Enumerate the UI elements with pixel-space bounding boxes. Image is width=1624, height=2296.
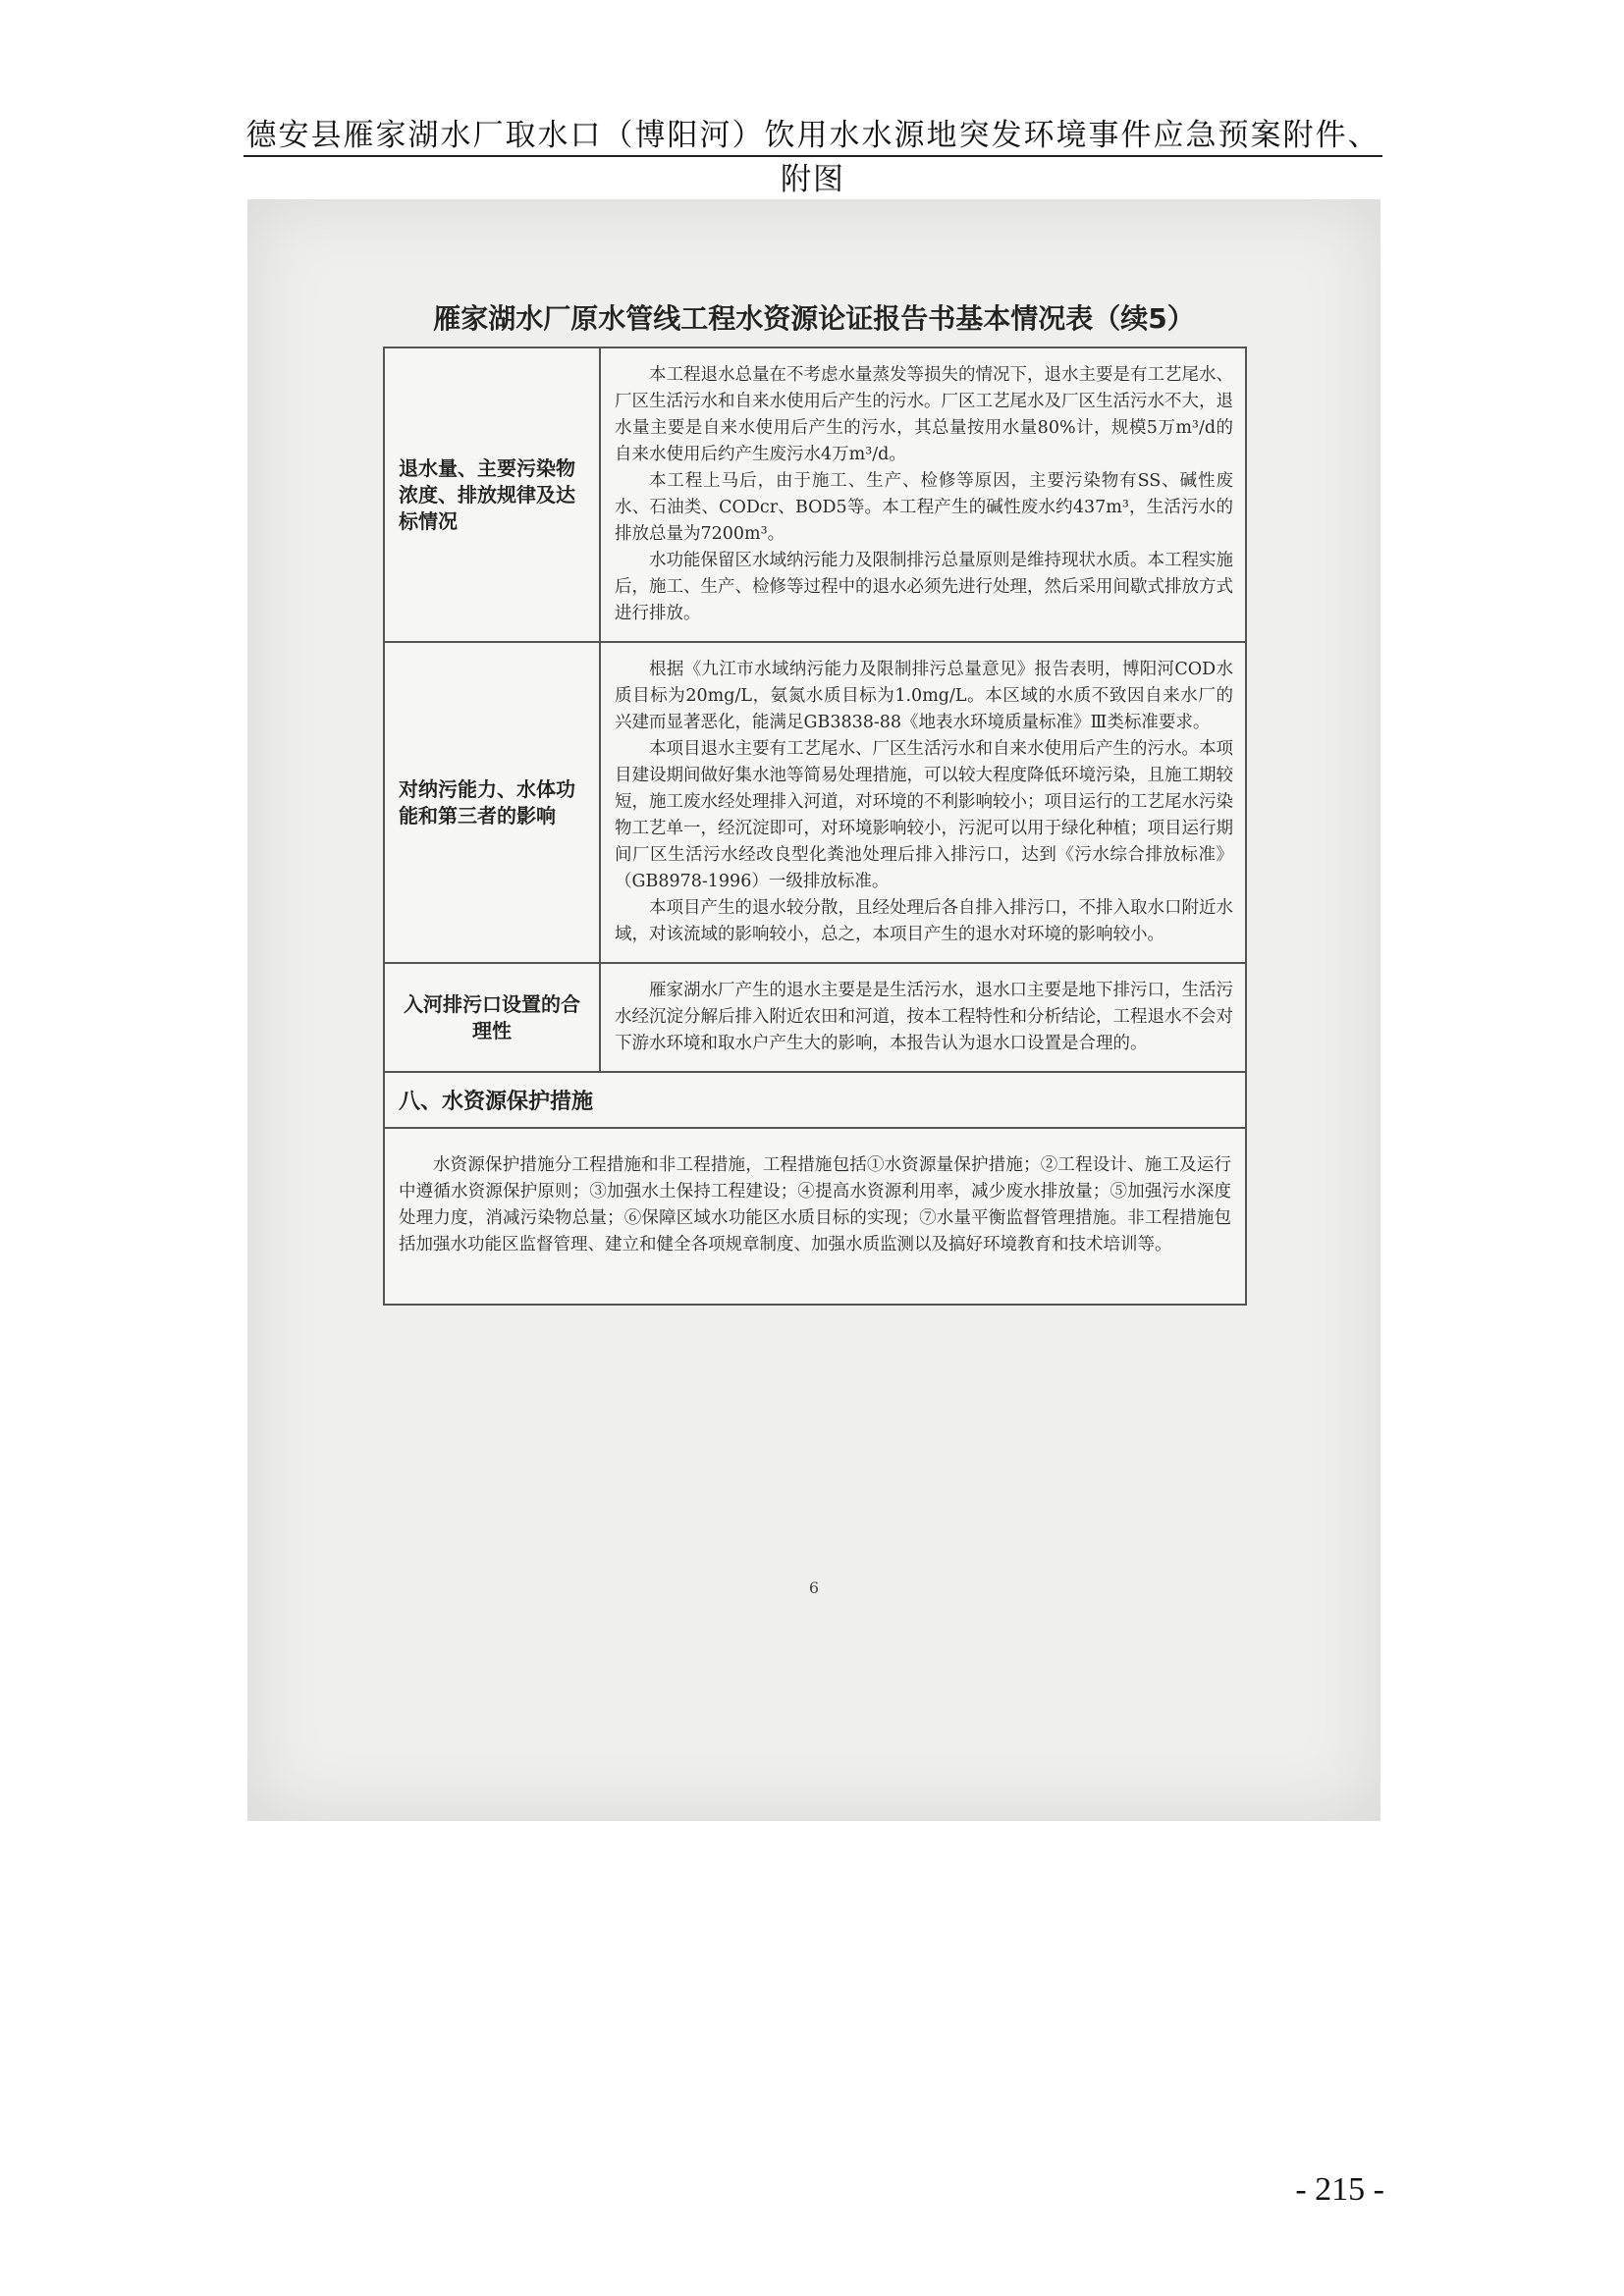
paragraph: 根据《九江市水域纳污能力及限制排污总量意见》报告表明，博阳河COD水质目标为20mg/L，氨氮水质目标为1.0mg/L。本区域的水质不致因自来水厂的兴建而显著恶化，能满足GB3838-88《地表水环境质量标准》Ⅲ类标准要求。 bbox=[615, 660, 1233, 732]
paragraph: 本工程退水总量在不考虑水量蒸发等损失的情况下，退水主要是有工艺尾水、厂区生活污水和自来水使用后产生的污水。厂区工艺尾水及厂区生活污水不大，退水量主要是自来水使用后产生的污水，其总量按用水量80%计，规模5万m³/d的自来水使用后约产生废污水4万m³/d。 bbox=[615, 365, 1233, 464]
row-label: 入河排污口设置的合理性 bbox=[385, 964, 601, 1071]
row-content bbox=[601, 348, 1245, 641]
scanned-page bbox=[247, 199, 1380, 1821]
row-label: 退水量、主要污染物浓度、排放规律及达标情况 bbox=[385, 348, 601, 641]
paragraph: 本项目产生的退水较分散，且经处理后各自排入排污口，不排入取水口附近水域，对该流域的影响较小，总之，本项目产生的退水对环境的影响较小。 bbox=[615, 898, 1233, 944]
paragraph: 雁家湖水厂产生的退水主要是是生活污水，退水口主要是地下排污口，生活污水经沉淀分解后排入附近农田和河道，按本工程特性和分析结论，工程退水不会对下游水环境和取水户产生大的影响，本报告认为退水口设置是合理的。 bbox=[615, 981, 1233, 1053]
section-heading: 八、水资源保护措施 bbox=[385, 1073, 1245, 1129]
row-content bbox=[601, 964, 1245, 1071]
table-row-discharge bbox=[385, 348, 1245, 643]
paragraph: 水功能保留区水域纳污能力及限制排污总量原则是维持现状水质。本工程实施后，施工、生产、检修等过程中的退水必须先进行处理，然后采用间歇式排放方式进行排放。 bbox=[615, 551, 1233, 623]
inner-page-number: 6 bbox=[808, 1578, 820, 1597]
basic-info-table bbox=[383, 347, 1247, 1306]
row-content bbox=[601, 643, 1245, 962]
row-label: 对纳污能力、水体功能和第三者的影响 bbox=[385, 643, 601, 962]
page-number: - 215 - bbox=[1295, 2171, 1384, 2208]
table-row-outfall bbox=[385, 964, 1245, 1073]
header-rule bbox=[244, 155, 1382, 157]
table-title: 雁家湖水厂原水管线工程水资源论证报告书基本情况表（续5） bbox=[433, 302, 1195, 335]
paragraph: 水资源保护措施分工程措施和非工程措施，工程措施包括①水资源量保护措施；②工程设计、施工及运行中遵循水资源保护原则；③加强水土保持工程建设；④提高水资源利用率，减少废水排放量；⑤加强污水深度处理力度，消减污染物总量；⑥保障区域水功能区水质目标的实现；⑦水量平衡监督管理措施。非工程措施包括加强水功能区监督管理、建立和健全各项规章制度、加强水质监测以及搞好环境教育和技术培训等。 bbox=[399, 1155, 1231, 1255]
table-row-impact bbox=[385, 643, 1245, 964]
paragraph: 本工程上马后，由于施工、生产、检修等原因，主要污染物有SS、碱性废水、石油类、CODcr、BOD5等。本工程产生的碱性废水约437m³，生活污水的排放总量为7200m³。 bbox=[615, 471, 1233, 544]
section-body bbox=[385, 1129, 1245, 1304]
document-header: 德安县雁家湖水厂取水口（博阳河）饮用水水源地突发环境事件应急预案附件、附图 bbox=[245, 118, 1380, 197]
paragraph: 本项目退水主要有工艺尾水、厂区生活污水和自来水使用后产生的污水。本项目建设期间做好集水池等简易处理措施，可以较大程度降低环境污染，且施工期较短，施工废水经处理排入河道，对环境的不利影响较小；项目运行的工艺尾水污染物工艺单一，经沉淀即可，对环境影响较小，污泥可以用于绿化种植；项目运行期间厂区生活污水经改良型化粪池处理后排入排污口，达到《污水综合排放标准》（GB8978-1996）一级排放标准。 bbox=[615, 739, 1233, 891]
